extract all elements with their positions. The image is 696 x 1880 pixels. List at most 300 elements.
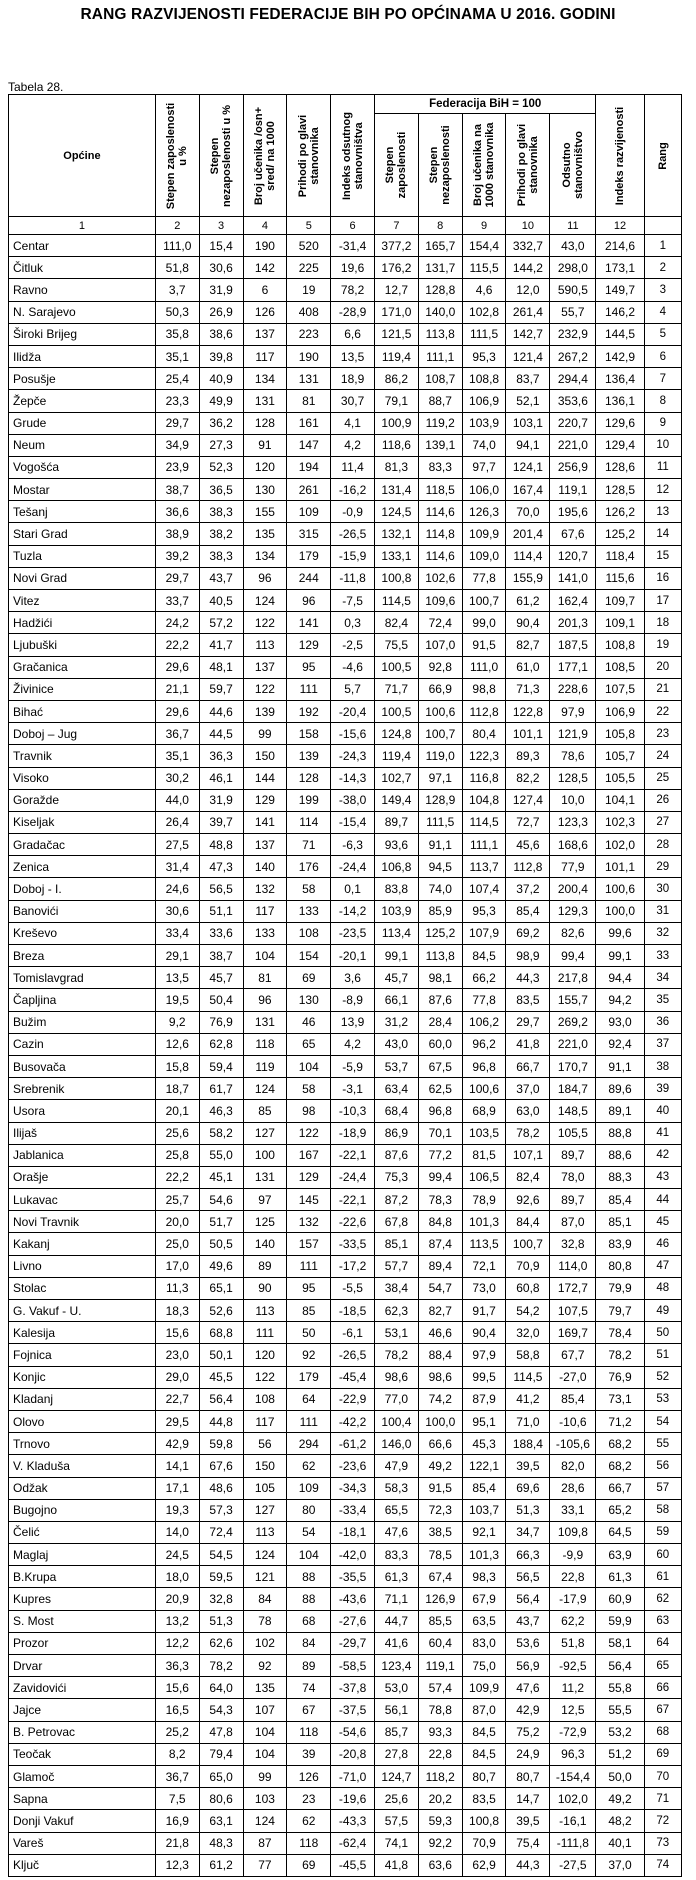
value-cell: 97 <box>243 1189 287 1211</box>
value-cell: 40,5 <box>199 590 243 612</box>
value-cell: 91,7 <box>462 1300 506 1322</box>
value-cell: 52,6 <box>199 1300 243 1322</box>
column-number: 12 <box>596 217 644 235</box>
value-cell: 80,7 <box>506 1765 550 1787</box>
value-cell: 141 <box>243 811 287 833</box>
value-cell: 111,5 <box>462 323 506 345</box>
value-cell: 51,8 <box>155 257 199 279</box>
value-cell: 38,3 <box>199 501 243 523</box>
value-cell: 46,1 <box>199 767 243 789</box>
value-cell: 96 <box>287 590 331 612</box>
municipality-name: Tuzla <box>9 545 156 567</box>
value-cell: 126,3 <box>462 501 506 523</box>
value-cell: 72,4 <box>199 1521 243 1543</box>
value-cell: 121,9 <box>550 723 596 745</box>
value-cell: 20,2 <box>418 1788 462 1810</box>
value-cell: 99 <box>243 1765 287 1787</box>
value-cell: 55,5 <box>596 1699 644 1721</box>
value-cell: 44,7 <box>375 1610 419 1632</box>
value-cell: -27,5 <box>550 1854 596 1876</box>
rank-cell: 9 <box>644 412 681 434</box>
value-cell: 49,9 <box>199 390 243 412</box>
value-cell: 25,8 <box>155 1144 199 1166</box>
value-cell: 83,0 <box>462 1632 506 1654</box>
value-cell: 75,5 <box>375 634 419 656</box>
value-cell: 59,4 <box>199 1055 243 1077</box>
value-cell: 12,3 <box>155 1854 199 1876</box>
value-cell: 122,8 <box>506 700 550 722</box>
value-cell: -37,8 <box>331 1677 375 1699</box>
table-row <box>9 345 682 367</box>
value-cell: 88,7 <box>418 390 462 412</box>
table-row <box>9 678 682 700</box>
value-cell: 80,8 <box>596 1255 644 1277</box>
value-cell: 70,1 <box>418 1122 462 1144</box>
value-cell: 71,2 <box>596 1410 644 1432</box>
value-cell: -24,4 <box>331 856 375 878</box>
value-cell: 133 <box>287 900 331 922</box>
value-cell: 120 <box>243 456 287 478</box>
value-cell: 109,9 <box>462 523 506 545</box>
value-cell: 53,7 <box>375 1055 419 1077</box>
table-row <box>9 745 682 767</box>
value-cell: 82,0 <box>550 1455 596 1477</box>
value-cell: 109,6 <box>418 590 462 612</box>
value-cell: 97,9 <box>462 1344 506 1366</box>
value-cell: 89,7 <box>550 1189 596 1211</box>
value-cell: 103,1 <box>506 412 550 434</box>
value-cell: 87,9 <box>462 1388 506 1410</box>
value-cell: 173,1 <box>596 257 644 279</box>
value-cell: 30,6 <box>155 900 199 922</box>
table-row <box>9 1011 682 1033</box>
value-cell: 520 <box>287 235 331 257</box>
rank-cell: 34 <box>644 967 681 989</box>
value-cell: 129 <box>287 634 331 656</box>
municipality-name: Sapna <box>9 1788 156 1810</box>
value-cell: 113 <box>243 634 287 656</box>
value-cell: 57,7 <box>375 1255 419 1277</box>
value-cell: -92,5 <box>550 1655 596 1677</box>
value-cell: 146,0 <box>375 1433 419 1455</box>
value-cell: 87,6 <box>418 989 462 1011</box>
value-cell: 15,8 <box>155 1055 199 1077</box>
value-cell: 98,1 <box>418 967 462 989</box>
value-cell: 100,5 <box>375 700 419 722</box>
municipality-name: Tomislavgrad <box>9 967 156 989</box>
rank-cell: 2 <box>644 257 681 279</box>
rank-cell: 31 <box>644 900 681 922</box>
value-cell: -18,9 <box>331 1122 375 1144</box>
municipality-name: Grude <box>9 412 156 434</box>
value-cell: 87,4 <box>418 1233 462 1255</box>
value-cell: 61,3 <box>596 1566 644 1588</box>
table-row <box>9 967 682 989</box>
rank-cell: 70 <box>644 1765 681 1787</box>
value-cell: 144,5 <box>596 323 644 345</box>
value-cell: 82,6 <box>550 922 596 944</box>
value-cell: 61,2 <box>199 1854 243 1876</box>
value-cell: 41,7 <box>199 634 243 656</box>
value-cell: -72,9 <box>550 1721 596 1743</box>
rank-cell: 33 <box>644 945 681 967</box>
value-cell: 63,0 <box>506 1100 550 1122</box>
value-cell: 101,3 <box>462 1544 506 1566</box>
header-col-rang: Rang <box>644 95 681 217</box>
rank-cell: 3 <box>644 279 681 301</box>
value-cell: 11,4 <box>331 456 375 478</box>
value-cell: 69 <box>287 967 331 989</box>
value-cell: 85 <box>287 1300 331 1322</box>
value-cell: 36,6 <box>155 501 199 523</box>
value-cell: -22,1 <box>331 1189 375 1211</box>
table-row <box>9 1832 682 1854</box>
municipality-name: Živinice <box>9 678 156 700</box>
value-cell: 16,5 <box>155 1699 199 1721</box>
table-row <box>9 723 682 745</box>
value-cell: 53,2 <box>596 1721 644 1743</box>
value-cell: -22,9 <box>331 1388 375 1410</box>
value-cell: 17,1 <box>155 1477 199 1499</box>
value-cell: 100,0 <box>596 900 644 922</box>
value-cell: 100,8 <box>375 567 419 589</box>
value-cell: 115,5 <box>462 257 506 279</box>
value-cell: 79,4 <box>199 1743 243 1765</box>
rank-cell: 35 <box>644 989 681 1011</box>
table-row <box>9 1300 682 1322</box>
value-cell: 188,4 <box>506 1433 550 1455</box>
value-cell: 21,8 <box>155 1832 199 1854</box>
value-cell: 95,3 <box>462 900 506 922</box>
value-cell: 61,7 <box>199 1078 243 1100</box>
value-cell: 83,8 <box>375 878 419 900</box>
value-cell: 12,6 <box>155 1033 199 1055</box>
column-number-row <box>9 217 682 235</box>
value-cell: 109,0 <box>462 545 506 567</box>
value-cell: 157 <box>287 1233 331 1255</box>
table-row <box>9 1055 682 1077</box>
value-cell: 95 <box>287 656 331 678</box>
value-cell: 87,0 <box>550 1211 596 1233</box>
value-cell: -7,5 <box>331 590 375 612</box>
value-cell: 63,1 <box>199 1810 243 1832</box>
value-cell: 22,2 <box>155 634 199 656</box>
value-cell: -6,3 <box>331 834 375 856</box>
value-cell: 86,9 <box>375 1122 419 1144</box>
value-cell: 25,2 <box>155 1721 199 1743</box>
value-cell: 50,3 <box>155 301 199 323</box>
rank-cell: 69 <box>644 1743 681 1765</box>
value-cell: 35,1 <box>155 345 199 367</box>
value-cell: 33,4 <box>155 922 199 944</box>
value-cell: 100,5 <box>375 656 419 678</box>
value-cell: 10,0 <box>550 789 596 811</box>
value-cell: 29,1 <box>155 945 199 967</box>
value-cell: 74,1 <box>375 1832 419 1854</box>
value-cell: 47,8 <box>199 1721 243 1743</box>
value-cell: -43,6 <box>331 1588 375 1610</box>
rank-cell: 25 <box>644 767 681 789</box>
table-row <box>9 1610 682 1632</box>
value-cell: 43,7 <box>506 1610 550 1632</box>
value-cell: 92,8 <box>418 656 462 678</box>
value-cell: 125,2 <box>596 523 644 545</box>
value-cell: 38,6 <box>199 323 243 345</box>
value-cell: 41,2 <box>506 1388 550 1410</box>
value-cell: 28,4 <box>418 1011 462 1033</box>
value-cell: 96,3 <box>550 1743 596 1765</box>
value-cell: -14,2 <box>331 900 375 922</box>
value-cell: 128,8 <box>418 279 462 301</box>
table-row <box>9 1566 682 1588</box>
value-cell: 6 <box>243 279 287 301</box>
rank-cell: 62 <box>644 1588 681 1610</box>
value-cell: 126,9 <box>418 1588 462 1610</box>
value-cell: 104,8 <box>462 789 506 811</box>
municipality-name: Posušje <box>9 368 156 390</box>
table-row <box>9 1100 682 1122</box>
value-cell: 33,1 <box>550 1499 596 1521</box>
value-cell: 155,9 <box>506 567 550 589</box>
value-cell: 62,3 <box>375 1300 419 1322</box>
value-cell: 18,7 <box>155 1078 199 1100</box>
value-cell: 65,0 <box>199 1765 243 1787</box>
header-opcine: Općine <box>9 95 156 217</box>
value-cell: 58,2 <box>199 1122 243 1144</box>
value-cell: 192 <box>287 700 331 722</box>
value-cell: 60,9 <box>596 1588 644 1610</box>
value-cell: 124,8 <box>375 723 419 745</box>
value-cell: 38,3 <box>199 545 243 567</box>
value-cell: 100,9 <box>375 412 419 434</box>
municipality-name: Stari Grad <box>9 523 156 545</box>
value-cell: -20,4 <box>331 700 375 722</box>
value-cell: 29,5 <box>155 1410 199 1432</box>
column-number: 9 <box>462 217 506 235</box>
municipality-name: Travnik <box>9 745 156 767</box>
value-cell: -45,4 <box>331 1366 375 1388</box>
rank-cell: 21 <box>644 678 681 700</box>
value-cell: -42,0 <box>331 1544 375 1566</box>
value-cell: 111 <box>287 678 331 700</box>
table-row <box>9 1277 682 1299</box>
municipality-name: Kreševo <box>9 922 156 944</box>
value-cell: 19,5 <box>155 989 199 1011</box>
municipality-name: Goražde <box>9 789 156 811</box>
value-cell: 105,8 <box>596 723 644 745</box>
value-cell: 37,2 <box>506 878 550 900</box>
value-cell: 62,5 <box>418 1078 462 1100</box>
value-cell: 190 <box>243 235 287 257</box>
value-cell: 165,7 <box>418 235 462 257</box>
value-cell: 108 <box>243 1388 287 1410</box>
value-cell: 23,0 <box>155 1344 199 1366</box>
value-cell: 27,8 <box>375 1743 419 1765</box>
rank-cell: 72 <box>644 1810 681 1832</box>
value-cell: 31,2 <box>375 1011 419 1033</box>
value-cell: 99 <box>243 723 287 745</box>
value-cell: 109,1 <box>596 612 644 634</box>
value-cell: 46,3 <box>199 1100 243 1122</box>
table-row <box>9 656 682 678</box>
value-cell: 45,7 <box>375 967 419 989</box>
value-cell: 28,6 <box>550 1477 596 1499</box>
value-cell: 0,3 <box>331 612 375 634</box>
value-cell: 129,4 <box>596 434 644 456</box>
value-cell: -22,6 <box>331 1211 375 1233</box>
value-cell: 137 <box>243 656 287 678</box>
municipality-name: Odžak <box>9 1477 156 1499</box>
value-cell: 52,1 <box>506 390 550 412</box>
rank-cell: 51 <box>644 1344 681 1366</box>
value-cell: 131,4 <box>375 479 419 501</box>
rank-cell: 55 <box>644 1433 681 1455</box>
value-cell: 57,3 <box>199 1499 243 1521</box>
value-cell: -19,6 <box>331 1788 375 1810</box>
municipality-name: Kupres <box>9 1588 156 1610</box>
value-cell: 42,9 <box>155 1433 199 1455</box>
value-cell: 65,5 <box>375 1499 419 1521</box>
value-cell: 84,5 <box>462 1721 506 1743</box>
header-col-3: Stepen nezaposlenosti u % <box>199 95 243 217</box>
value-cell: 38,5 <box>418 1521 462 1543</box>
value-cell: 114 <box>287 811 331 833</box>
table-row <box>9 922 682 944</box>
value-cell: 167 <box>287 1144 331 1166</box>
value-cell: -27,0 <box>550 1366 596 1388</box>
value-cell: 134 <box>243 368 287 390</box>
value-cell: 142,7 <box>506 323 550 345</box>
value-cell: 61,3 <box>375 1566 419 1588</box>
value-cell: 41,8 <box>506 1033 550 1055</box>
value-cell: 18,3 <box>155 1300 199 1322</box>
value-cell: 16,9 <box>155 1810 199 1832</box>
value-cell: 150 <box>243 1455 287 1477</box>
value-cell: -58,5 <box>331 1655 375 1677</box>
municipality-name: Vareš <box>9 1832 156 1854</box>
value-cell: 78,2 <box>199 1655 243 1677</box>
value-cell: 176 <box>287 856 331 878</box>
header-col-12: Indeks razvijenosti <box>596 95 644 217</box>
value-cell: 100,7 <box>418 723 462 745</box>
value-cell: 125 <box>243 1211 287 1233</box>
value-cell: 104 <box>243 1743 287 1765</box>
value-cell: 107 <box>243 1699 287 1721</box>
value-cell: 124,1 <box>506 456 550 478</box>
rank-cell: 65 <box>644 1655 681 1677</box>
value-cell: 51,7 <box>199 1211 243 1233</box>
value-cell: 72,1 <box>462 1255 506 1277</box>
value-cell: 78,2 <box>506 1122 550 1144</box>
municipality-name: Žepče <box>9 390 156 412</box>
value-cell: 132 <box>243 878 287 900</box>
value-cell: 59,9 <box>596 1610 644 1632</box>
value-cell: 106,5 <box>462 1166 506 1188</box>
value-cell: 79,1 <box>375 390 419 412</box>
value-cell: 33,6 <box>199 922 243 944</box>
value-cell: 83,7 <box>506 368 550 390</box>
table-row <box>9 900 682 922</box>
value-cell: 50,0 <box>596 1765 644 1787</box>
value-cell: 113 <box>243 1300 287 1322</box>
value-cell: 62,2 <box>550 1610 596 1632</box>
value-cell: 23,3 <box>155 390 199 412</box>
table-row <box>9 1477 682 1499</box>
value-cell: 11,2 <box>550 1677 596 1699</box>
value-cell: 132,1 <box>375 523 419 545</box>
municipality-name: Ilidža <box>9 345 156 367</box>
value-cell: 88,3 <box>596 1166 644 1188</box>
value-cell: 114,6 <box>418 501 462 523</box>
value-cell: 269,2 <box>550 1011 596 1033</box>
value-cell: 66,3 <box>506 1544 550 1566</box>
value-cell: 107,4 <box>462 878 506 900</box>
value-cell: 75,3 <box>375 1166 419 1188</box>
value-cell: 82,7 <box>506 634 550 656</box>
value-cell: 54,7 <box>418 1277 462 1299</box>
rank-cell: 36 <box>644 1011 681 1033</box>
value-cell: -29,7 <box>331 1632 375 1654</box>
value-cell: 51,8 <box>550 1632 596 1654</box>
value-cell: 63,6 <box>418 1854 462 1876</box>
value-cell: 92 <box>287 1344 331 1366</box>
value-cell: 51,3 <box>199 1610 243 1632</box>
value-cell: 184,7 <box>550 1078 596 1100</box>
municipality-name: Novi Grad <box>9 567 156 589</box>
rank-cell: 53 <box>644 1388 681 1410</box>
rank-cell: 46 <box>644 1233 681 1255</box>
rank-cell: 50 <box>644 1322 681 1344</box>
table-row <box>9 612 682 634</box>
value-cell: 107,0 <box>418 634 462 656</box>
value-cell: 29,7 <box>155 567 199 589</box>
value-cell: 78,9 <box>462 1189 506 1211</box>
table-row <box>9 1410 682 1432</box>
column-number <box>644 217 681 235</box>
table-row <box>9 634 682 656</box>
value-cell: -18,5 <box>331 1300 375 1322</box>
development-rank-table <box>8 94 682 1877</box>
value-cell: 144,2 <box>506 257 550 279</box>
value-cell: 99,1 <box>375 945 419 967</box>
rank-cell: 52 <box>644 1366 681 1388</box>
municipality-name: Centar <box>9 235 156 257</box>
value-cell: 88,8 <box>596 1122 644 1144</box>
table-row <box>9 1166 682 1188</box>
value-cell: 119,4 <box>375 345 419 367</box>
municipality-name: Glamoč <box>9 1765 156 1787</box>
column-number: 1 <box>9 217 156 235</box>
value-cell: 82,4 <box>375 612 419 634</box>
value-cell: 44,0 <box>155 789 199 811</box>
value-cell: 94,1 <box>506 434 550 456</box>
table-row <box>9 1699 682 1721</box>
rank-cell: 40 <box>644 1100 681 1122</box>
value-cell: 77,8 <box>462 989 506 1011</box>
table-row <box>9 590 682 612</box>
rank-cell: 6 <box>644 345 681 367</box>
value-cell: 58,8 <box>506 1344 550 1366</box>
municipality-name: Zenica <box>9 856 156 878</box>
value-cell: 75,4 <box>506 1832 550 1854</box>
value-cell: 91,5 <box>462 634 506 656</box>
value-cell: 47,6 <box>506 1677 550 1699</box>
table-row <box>9 368 682 390</box>
value-cell: 117 <box>243 900 287 922</box>
value-cell: 129,6 <box>596 412 644 434</box>
value-cell: 129 <box>243 789 287 811</box>
value-cell: 128,5 <box>596 479 644 501</box>
